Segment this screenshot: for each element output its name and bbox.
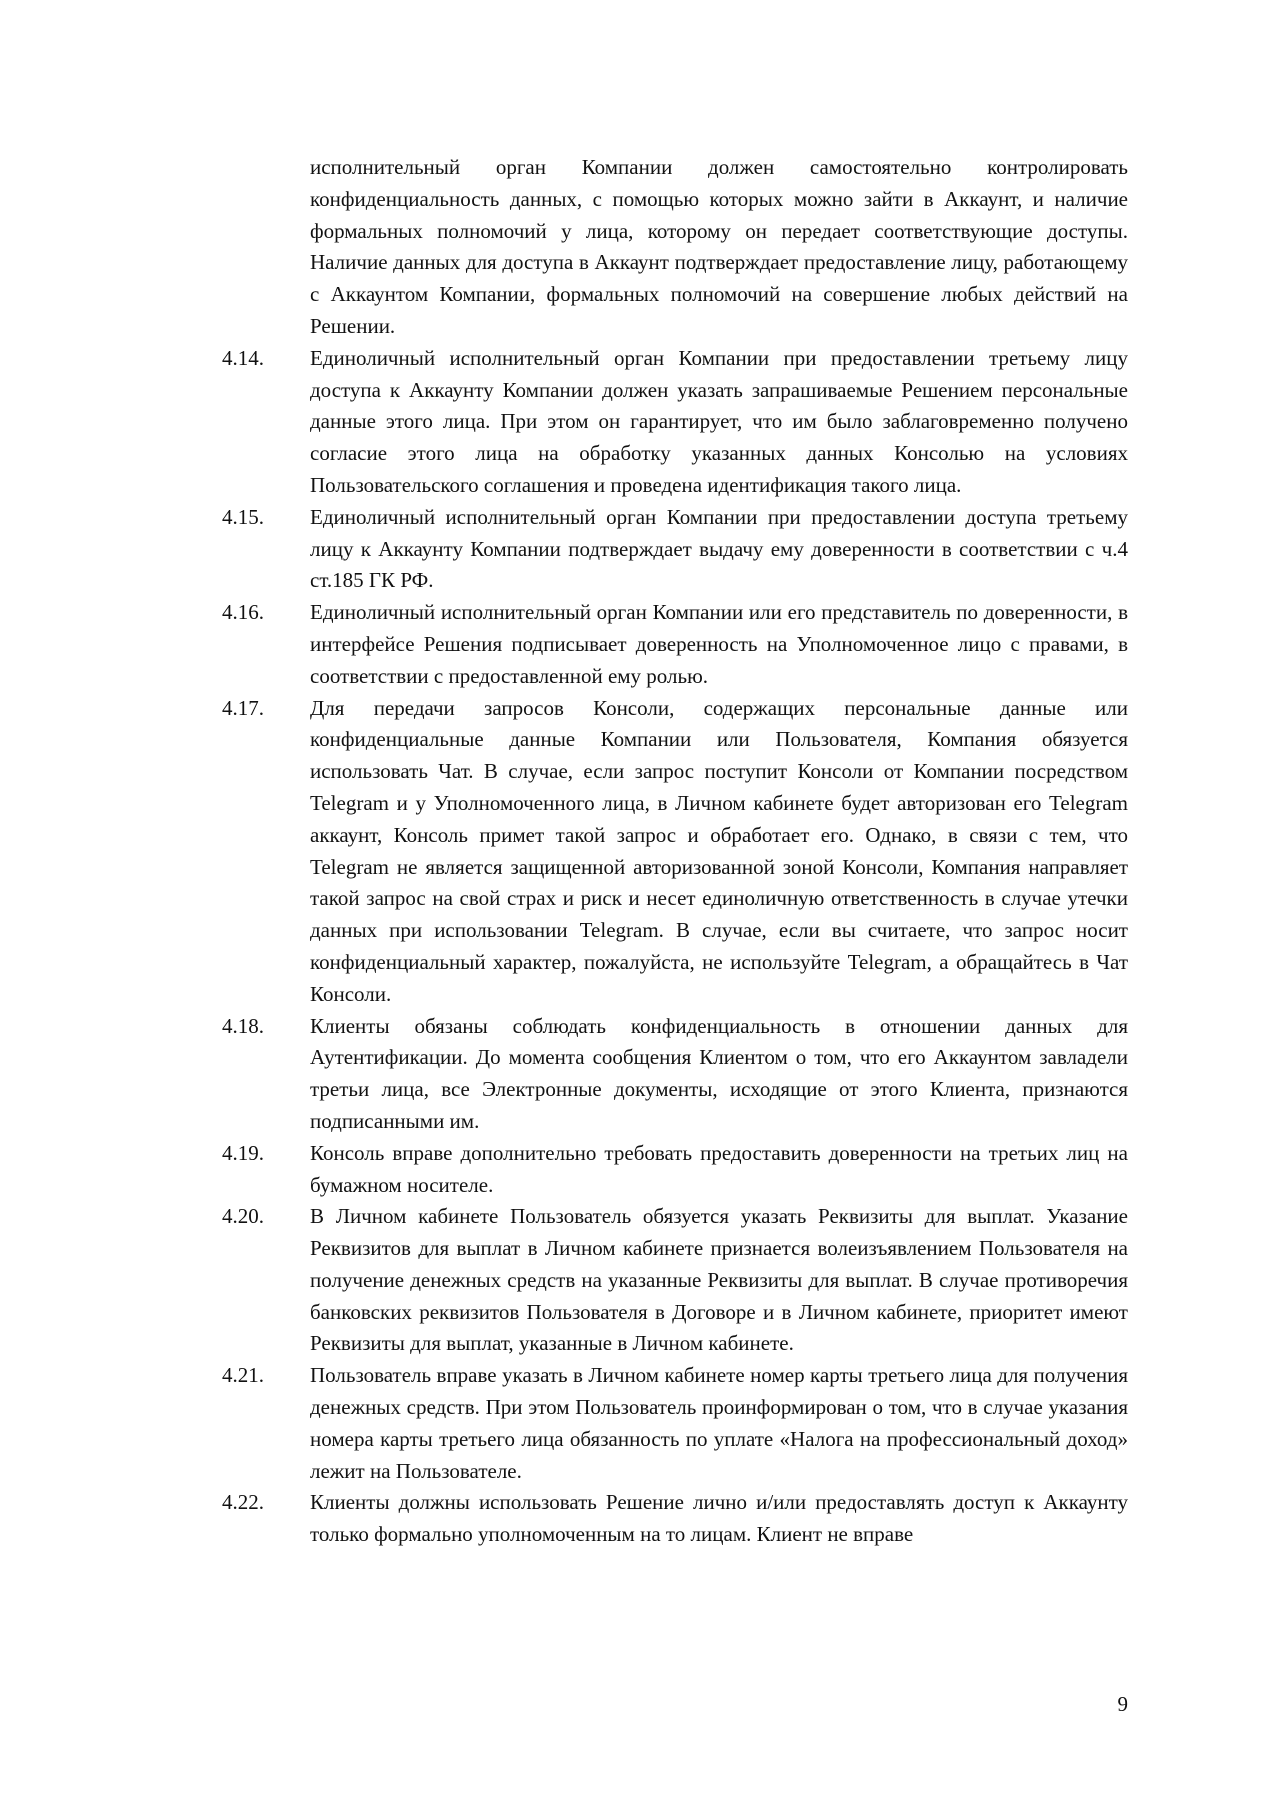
paragraph-number: 4.17. bbox=[222, 695, 264, 720]
paragraph-number: 4.20. bbox=[222, 1204, 264, 1229]
paragraph-text: Единоличный исполнительный орган Компании при предоставлении третьему лицу доступа к Аккаунту Компании должен указать запрашиваемые Решением персональные данные этого лица. При этом он гарантирует, что им было заблаговременно получено согласие этого лица на обработку указанных данных Консолью на условиях Пользовательского соглашения и проведена идентификация такого лица. bbox=[310, 345, 1128, 497]
paragraph-text: Единоличный исполнительный орган Компании при предоставлении доступа третьему лицу к Аккаунту Компании подтверждает выдачу ему доверенности в соответствии с ч.4 ст.185 ГК РФ. bbox=[310, 504, 1128, 593]
paragraph-4-15 bbox=[222, 502, 1128, 597]
paragraph-text: Единоличный исполнительный орган Компании или его представитель по доверенности, в интерфейсе Решения подписывает доверенность на Уполномоченное лицо с правами, в соответствии с предоставленной ему ролью. bbox=[310, 600, 1128, 688]
paragraph-number: 4.16. bbox=[222, 600, 264, 625]
paragraph-4-21 bbox=[222, 1360, 1128, 1487]
continuation-paragraph bbox=[222, 152, 1128, 343]
paragraph-text: Консоль вправе дополнительно требовать предоставить доверенности на третьих лиц на бумажном носителе. bbox=[310, 1140, 1128, 1197]
paragraph-text: исполнительный орган Компании должен самостоятельно контролировать конфиденциальность данных, с помощью которых можно зайти в Аккаунт, и наличие формальных полномочий у лица, которому он передает соответствующие доступы. Наличие данных для доступа в Аккаунт подтверждает предоставление лицу, работающему с Аккаунтом Компании, формальных полномочий на совершение любых действий на Решении. bbox=[310, 155, 1128, 338]
paragraph-text: Клиенты должны использовать Решение лично и/или предоставлять доступ к Аккаунту только формально уполномоченным на то лицам. Клиент не вправе bbox=[310, 1490, 1128, 1547]
paragraph-4-17 bbox=[222, 693, 1128, 1011]
paragraph-4-14 bbox=[222, 343, 1128, 502]
paragraph-text: В Личном кабинете Пользователь обязуется указать Реквизиты для выплат. Указание Реквизитов для выплат в Личном кабинете признается волеизъявлением Пользователя на получение денежных средств на указанные Реквизиты для выплат. В случае противоречия банковских реквизитов Пользователя в Договоре и в Личном кабинете, приоритет имеют Реквизиты для выплат, указанные в Личном кабинете. bbox=[310, 1204, 1128, 1356]
paragraph-number: 4.14. bbox=[222, 345, 264, 370]
paragraph-4-16 bbox=[222, 597, 1128, 692]
paragraph-4-18 bbox=[222, 1011, 1128, 1138]
paragraph-4-20 bbox=[222, 1201, 1128, 1360]
paragraph-4-19 bbox=[222, 1138, 1128, 1202]
paragraph-text: Клиенты обязаны соблюдать конфиденциальность в отношении данных для Аутентификации. До момента сообщения Клиентом о том, что его Аккаунтом завладели третьи лица, все Электронные документы, исходящие от этого Клиента, признаются подписанными им. bbox=[310, 1013, 1128, 1133]
paragraph-number: 4.18. bbox=[222, 1013, 264, 1038]
paragraph-number: 4.15. bbox=[222, 504, 264, 529]
paragraph-4-22 bbox=[222, 1487, 1128, 1551]
paragraph-text: Для передачи запросов Консоли, содержащих персональные данные или конфиденциальные данные Компании или Пользователя, Компания обязуется использовать Чат. В случае, если запрос поступит Консоли от Компании посредством Telegram и у Уполномоченного лица, в Личном кабинете будет авторизован его Telegram аккаунт, Консоль примет такой запрос и обработает его. Однако, в связи с тем, что Telegram не является защищенной авторизованной зоной Консоли, Компания направляет такой запрос на свой страх и риск и несет единоличную ответственность в случае утечки данных при использовании Telegram. В случае, если вы считаете, что запрос носит конфиденциальный характер, пожалуйста, не используйте Telegram, а обращайтесь в Чат Консоли. bbox=[310, 695, 1128, 1006]
paragraph-text: Пользователь вправе указать в Личном кабинете номер карты третьего лица для получения денежных средств. При этом Пользователь проинформирован о том, что в случае указания номера карты третьего лица обязанность по уплате «Налога на профессиональный доход» лежит на Пользователе. bbox=[310, 1363, 1128, 1483]
page-number: 9 bbox=[1117, 1692, 1128, 1716]
page-content bbox=[222, 152, 1128, 1551]
paragraph-number: 4.22. bbox=[222, 1490, 264, 1515]
paragraph-number: 4.21. bbox=[222, 1363, 264, 1388]
paragraph-number: 4.19. bbox=[222, 1140, 264, 1165]
